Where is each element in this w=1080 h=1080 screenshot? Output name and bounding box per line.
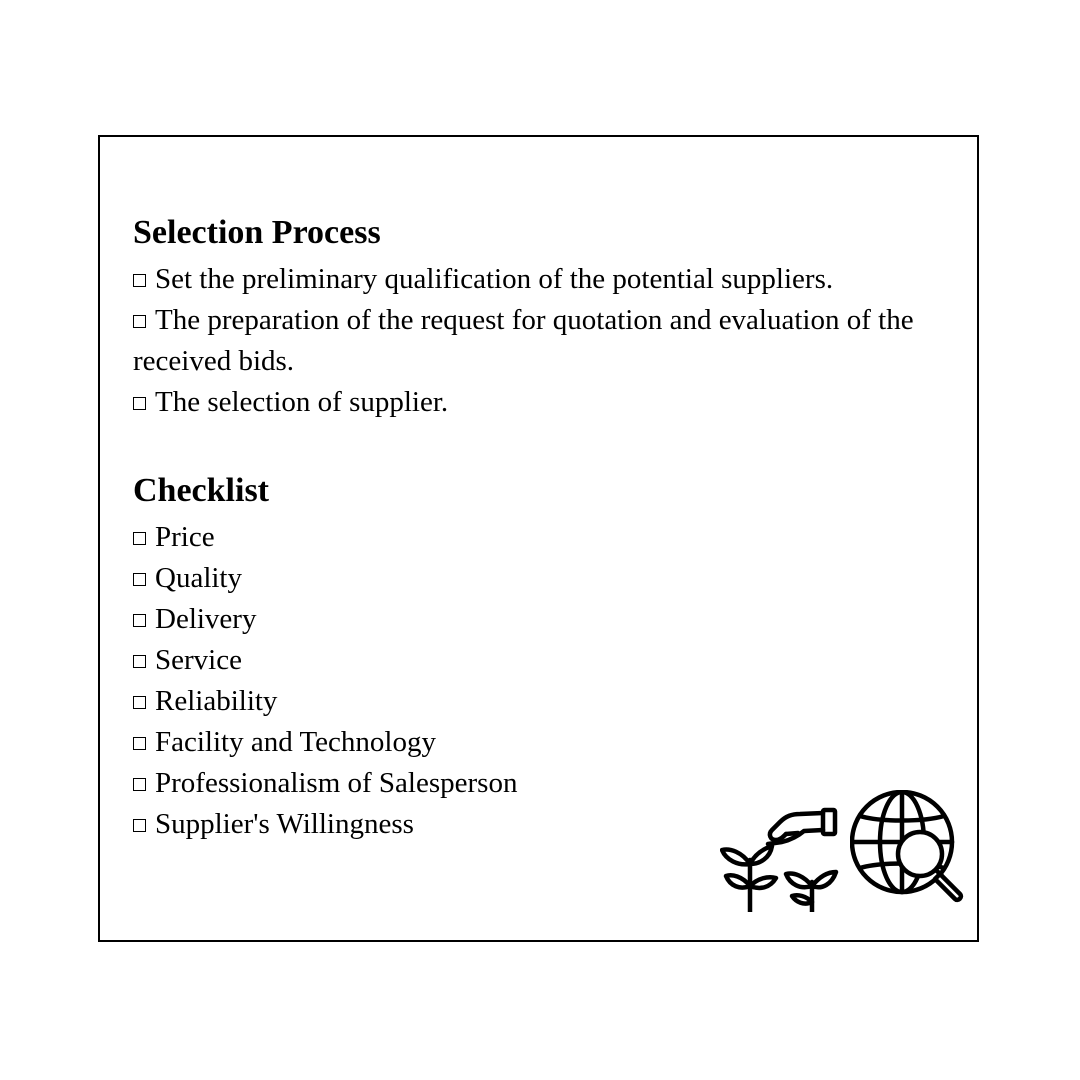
checklist-item <box>133 558 963 599</box>
checklist-item <box>133 640 963 681</box>
checkbox-icon <box>133 315 146 328</box>
selection-item <box>133 382 963 423</box>
checkbox-icon <box>133 778 146 791</box>
checkbox-icon <box>133 532 146 545</box>
selection-item-label: The preparation of the request for quotation and evaluation of the received bids. <box>133 304 914 377</box>
checklist-item <box>133 722 963 763</box>
checkbox-icon <box>133 614 146 627</box>
selection-item <box>133 300 963 382</box>
checkbox-icon <box>133 274 146 287</box>
selection-item-label: The selection of supplier. <box>155 386 449 418</box>
hand-watering-plants-icon <box>720 802 845 912</box>
checklist-item <box>133 517 963 558</box>
checkbox-icon <box>133 696 146 709</box>
checklist-item-label: Professionalism of Salesperson <box>155 767 518 799</box>
checklist-item <box>133 599 963 640</box>
content-card <box>98 135 979 942</box>
checkbox-icon <box>133 819 146 832</box>
checklist-item-label: Reliability <box>155 685 278 717</box>
content-body <box>133 213 963 845</box>
selection-process-title: Selection Process <box>133 214 381 251</box>
checklist-item-label: Quality <box>155 562 242 594</box>
illustration-icons <box>720 787 970 912</box>
checklist-item-label: Price <box>155 521 215 553</box>
globe-search-icon <box>850 790 970 910</box>
checkbox-icon <box>133 573 146 586</box>
checkbox-icon <box>133 655 146 668</box>
checklist-item-label: Service <box>155 644 242 676</box>
checklist-item-label: Facility and Technology <box>155 726 436 758</box>
selection-item <box>133 259 963 300</box>
selection-item-label: Set the preliminary qualification of the potential suppliers. <box>155 263 834 295</box>
checklist-title: Checklist <box>133 472 269 509</box>
checklist-item <box>133 681 963 722</box>
checkbox-icon <box>133 397 146 410</box>
section-spacer <box>133 423 963 471</box>
checklist-item-label: Supplier's Willingness <box>155 808 414 840</box>
checklist-item-label: Delivery <box>155 603 257 635</box>
checkbox-icon <box>133 737 146 750</box>
